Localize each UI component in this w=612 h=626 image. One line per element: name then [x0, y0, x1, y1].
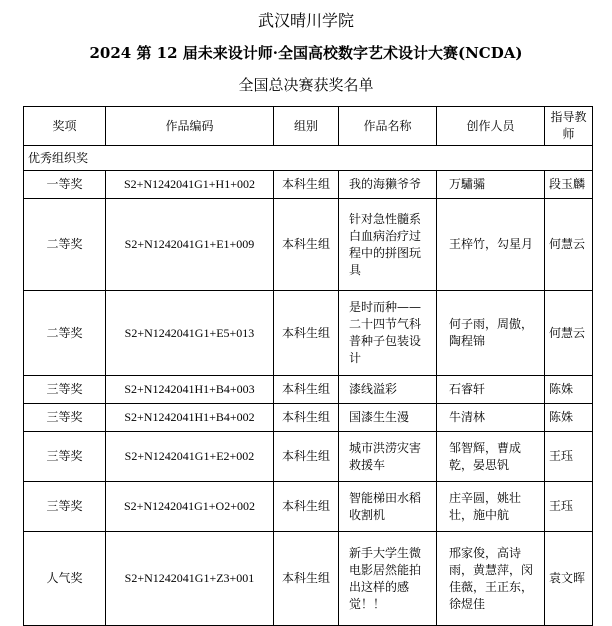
table-row [24, 199, 593, 291]
teacher-cell: 袁文晖 [545, 532, 593, 626]
title-cell: 新手大学生微电影居然能拍出这样的感觉！！ [339, 532, 437, 626]
creators-cell: 王梓竹，勾星月 [437, 199, 545, 291]
table-row [24, 291, 593, 376]
column-header-award: 奖项 [24, 107, 106, 146]
table-row [24, 404, 593, 432]
creators-cell: 邢家俊，高诗雨，黄慧萍，闵佳薇，王正东，徐煜佳 [437, 532, 545, 626]
table-row [24, 171, 593, 199]
teacher-cell: 陈姝 [545, 404, 593, 432]
code-cell: S2+N1242041G1+E1+009 [106, 199, 274, 291]
column-header-title: 作品名称 [339, 107, 437, 146]
table-row [24, 532, 593, 626]
creators-cell: 庄辛圆，姚壮壮，施中航 [437, 482, 545, 532]
award-cell: 二等奖 [24, 291, 106, 376]
code-cell: S2+N1242041G1+Z3+001 [106, 532, 274, 626]
competition-title: 2024 第 12 届未来设计师·全国高校数字艺术设计大赛(NCDA) [89, 44, 523, 62]
award-cell: 三等奖 [24, 404, 106, 432]
code-cell: S2+N1242041H1+B4+003 [106, 376, 274, 404]
code-cell: S2+N1242041H1+B4+002 [106, 404, 274, 432]
title-cell: 是时而种——二十四节气科普种子包装设计 [339, 291, 437, 376]
code-cell: S2+N1242041G1+H1+002 [106, 171, 274, 199]
code-cell: S2+N1242041G1+E5+013 [106, 291, 274, 376]
table-row [24, 432, 593, 482]
teacher-cell: 王珏 [545, 482, 593, 532]
creators-cell: 万驌骦 [437, 171, 545, 199]
table-row [24, 376, 593, 404]
teacher-cell: 段玉麟 [545, 171, 593, 199]
group-cell: 本科生组 [274, 432, 339, 482]
teacher-cell: 何慧云 [545, 199, 593, 291]
creators-cell: 牛清林 [437, 404, 545, 432]
title-cell: 国漆生生漫 [339, 404, 437, 432]
group-cell: 本科生组 [274, 291, 339, 376]
award-cell: 三等奖 [24, 432, 106, 482]
table-row [24, 482, 593, 532]
group-cell: 本科生组 [274, 376, 339, 404]
award-cell: 三等奖 [24, 376, 106, 404]
group-cell: 本科生组 [274, 482, 339, 532]
creators-cell: 邹智辉，曹成乾，晏思钒 [437, 432, 545, 482]
column-header-group: 组别 [274, 107, 339, 146]
section-label: 优秀组织奖 [24, 146, 593, 171]
title-cell: 智能梯田水稻收割机 [339, 482, 437, 532]
awards-table [23, 106, 593, 626]
title-cell: 我的海獭爷爷 [339, 171, 437, 199]
group-cell: 本科生组 [274, 199, 339, 291]
award-cell: 三等奖 [24, 482, 106, 532]
group-cell: 本科生组 [274, 404, 339, 432]
table-header-row [24, 107, 593, 146]
column-header-teacher: 指导教师 [545, 107, 593, 146]
award-cell: 人气奖 [24, 532, 106, 626]
section-row [24, 146, 593, 171]
code-cell: S2+N1242041G1+O2+002 [106, 482, 274, 532]
group-cell: 本科生组 [274, 532, 339, 626]
column-header-code: 作品编码 [106, 107, 274, 146]
title-cell: 城市洪涝灾害救援车 [339, 432, 437, 482]
award-cell: 二等奖 [24, 199, 106, 291]
award-cell: 一等奖 [24, 171, 106, 199]
title-cell: 针对急性髓系白血病治疗过程中的拼图玩具 [339, 199, 437, 291]
teacher-cell: 何慧云 [545, 291, 593, 376]
group-cell: 本科生组 [274, 171, 339, 199]
teacher-cell: 王珏 [545, 432, 593, 482]
school-title: 武汉晴川学院 [257, 11, 354, 30]
creators-cell: 石睿轩 [437, 376, 545, 404]
title-cell: 漆线溢彩 [339, 376, 437, 404]
code-cell: S2+N1242041G1+E2+002 [106, 432, 274, 482]
teacher-cell: 陈姝 [545, 376, 593, 404]
list-title: 全国总决赛获奖名单 [238, 76, 374, 94]
column-header-creators: 创作人员 [437, 107, 545, 146]
creators-cell: 何子雨，周傲，陶程锦 [437, 291, 545, 376]
